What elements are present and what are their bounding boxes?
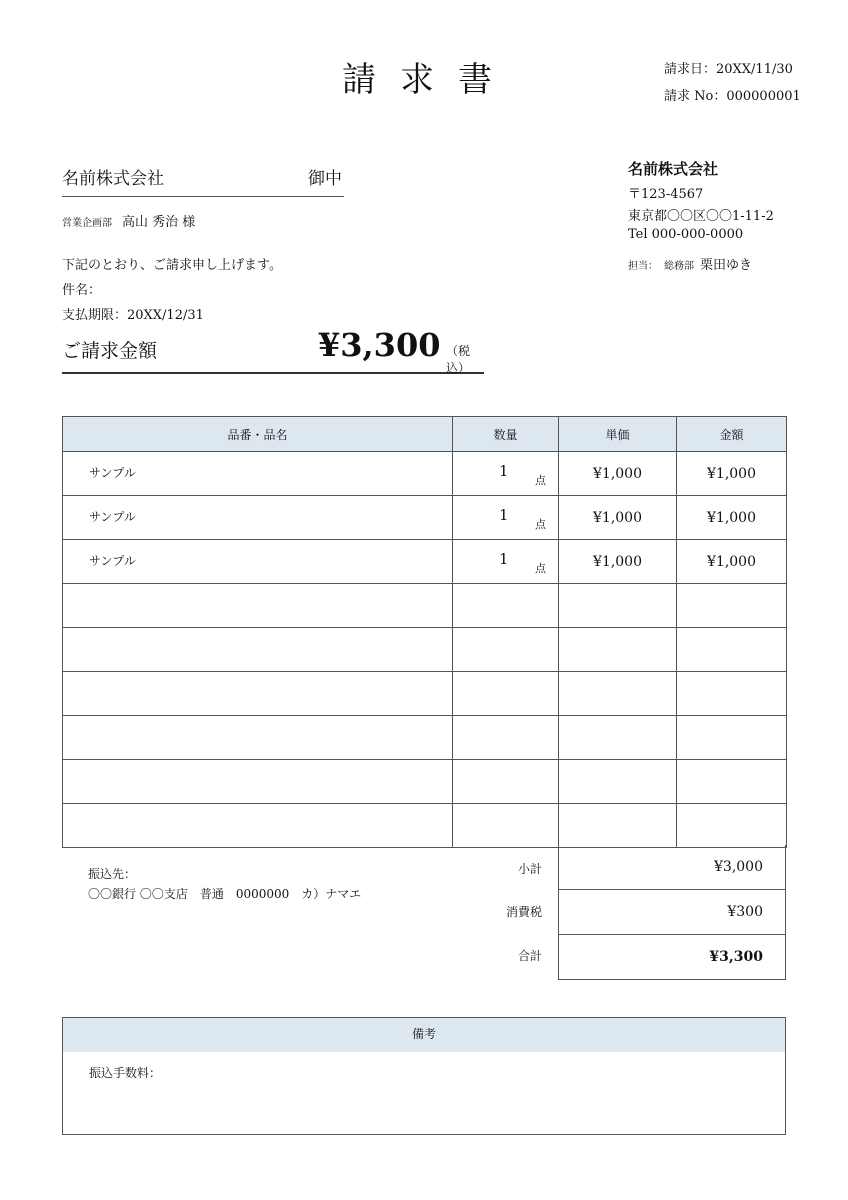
item-description (63, 628, 453, 672)
staff-name: 栗田ゆき (700, 258, 753, 273)
staff-label: 担当： (628, 261, 658, 272)
quantity-value: 1 (499, 550, 509, 568)
item-quantity (453, 628, 559, 672)
item-description: サンプル (63, 496, 453, 540)
subtotal-row (559, 845, 786, 890)
item-quantity (453, 760, 559, 804)
tax-label: 消費税 (505, 905, 542, 919)
remarks-fee: 振込手数料： (89, 1066, 162, 1080)
total-row (559, 935, 786, 980)
table-row (63, 540, 787, 584)
header-unit-price: 単価 (559, 417, 677, 452)
amount-label: ご請求金額 (62, 340, 158, 362)
item-amount: ¥1,000 (677, 452, 787, 496)
quantity-unit: 点 (535, 474, 546, 487)
client-block (62, 162, 344, 197)
table-header-row (63, 417, 787, 452)
totals-table (558, 845, 786, 980)
table-row (63, 672, 787, 716)
issuer-company: 名前株式会社 (628, 160, 719, 178)
table-row (63, 716, 787, 760)
item-unit-price (559, 628, 677, 672)
client-dept: 営業企画部 (62, 218, 112, 229)
quantity-value: 1 (499, 506, 509, 524)
item-quantity (453, 716, 559, 760)
item-amount: ¥1,000 (677, 540, 787, 584)
table-row (63, 584, 787, 628)
client-contact (62, 211, 195, 230)
item-description (63, 804, 453, 848)
item-unit-price (559, 716, 677, 760)
amount-tax-note: （税込） (446, 344, 471, 375)
item-description: サンプル (63, 540, 453, 584)
total-value: ¥3,300 (559, 935, 786, 980)
client-company: 名前株式会社 (62, 169, 164, 189)
document-title: 請求書 (342, 60, 516, 100)
item-unit-price (559, 760, 677, 804)
item-description (63, 584, 453, 628)
item-quantity (453, 452, 559, 496)
item-description (63, 672, 453, 716)
item-amount (677, 672, 787, 716)
intro-text: 下記のとおり、ご請求申し上げます。 (62, 258, 282, 273)
billing-amount (62, 326, 484, 374)
table-row (63, 760, 787, 804)
invoice-date: 請求日：20XX/11/30 (664, 62, 793, 77)
table-row (63, 804, 787, 848)
client-honorific: 御中 (308, 169, 342, 189)
item-description: サンプル (63, 452, 453, 496)
item-unit-price (559, 804, 677, 848)
quantity-unit: 点 (535, 518, 546, 531)
item-amount (677, 584, 787, 628)
issuer-tel: Tel 000-000-0000 (628, 227, 744, 242)
item-unit-price: ¥1,000 (559, 540, 677, 584)
item-amount (677, 628, 787, 672)
item-quantity (453, 584, 559, 628)
tax-value: ¥300 (559, 890, 786, 935)
item-quantity (453, 496, 559, 540)
item-amount: ¥1,000 (677, 496, 787, 540)
invoice-number: 請求 No：000000001 (664, 89, 801, 104)
item-quantity (453, 804, 559, 848)
remarks-heading: 備考 (63, 1018, 785, 1052)
remarks-box (62, 1017, 786, 1135)
subtotal-label: 小計 (517, 862, 542, 876)
bank-label: 振込先： (88, 867, 137, 881)
header-quantity: 数量 (453, 417, 559, 452)
client-person: 高山 秀治 様 (122, 215, 196, 230)
tax-row (559, 890, 786, 935)
staff-dept: 総務部 (664, 261, 694, 272)
header-description: 品番・品名 (63, 417, 453, 452)
item-unit-price: ¥1,000 (559, 452, 677, 496)
quantity-unit: 点 (535, 562, 546, 575)
item-description (63, 716, 453, 760)
item-amount (677, 716, 787, 760)
item-amount (677, 760, 787, 804)
item-quantity (453, 540, 559, 584)
items-table (62, 416, 787, 848)
table-row (63, 628, 787, 672)
due-date: 支払期限：20XX/12/31 (62, 308, 204, 323)
issuer-address: 東京都〇〇区〇〇1-11-2 (628, 209, 774, 224)
table-row (63, 496, 787, 540)
total-label: 合計 (517, 949, 542, 963)
header-amount: 金額 (677, 417, 787, 452)
item-unit-price: ¥1,000 (559, 496, 677, 540)
issuer-staff (628, 254, 752, 273)
item-amount (677, 804, 787, 848)
item-description (63, 760, 453, 804)
table-row (63, 452, 787, 496)
item-unit-price (559, 672, 677, 716)
issuer-postal: 〒123-4567 (628, 187, 704, 202)
item-unit-price (559, 584, 677, 628)
subject-line: 件名： (62, 283, 102, 298)
amount-value: ¥3,300 (318, 326, 441, 364)
item-quantity (453, 672, 559, 716)
subtotal-value: ¥3,000 (559, 845, 786, 890)
bank-detail: 〇〇銀行 〇〇支店 普通 0000000 カ）ナマエ (88, 887, 362, 901)
quantity-value: 1 (499, 462, 509, 480)
